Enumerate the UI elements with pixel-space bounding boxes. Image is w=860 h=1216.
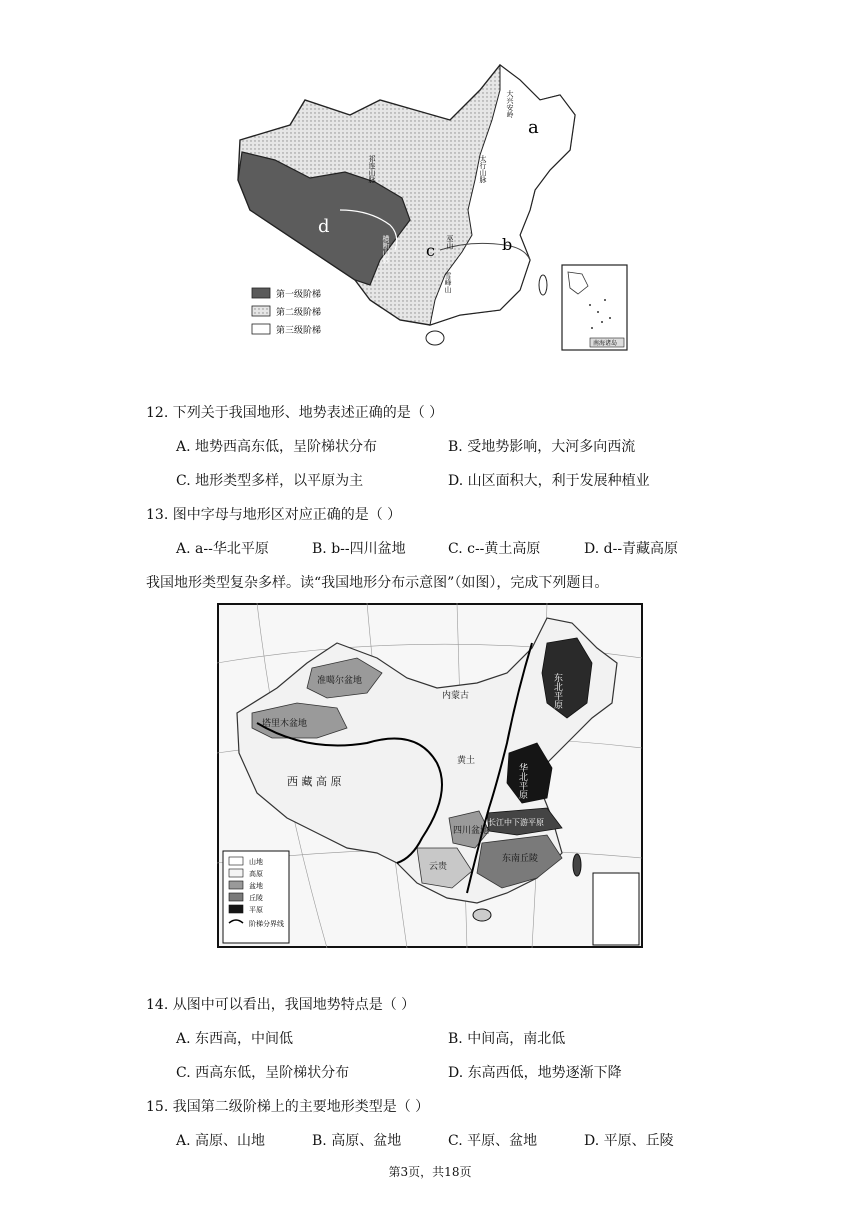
question-15-option-d[interactable]: D. 平原、丘陵	[584, 1133, 674, 1149]
question-13-option-c[interactable]: C. c--黄土高原	[448, 541, 541, 557]
question-14-option-b[interactable]: B. 中间高，南北低	[448, 1031, 566, 1047]
question-15-option-c[interactable]: C. 平原、盆地	[448, 1133, 538, 1149]
svg-text:第一级阶梯: 第一级阶梯	[276, 290, 322, 300]
label-huangtu: 黄土	[457, 756, 476, 766]
question-15-option-a[interactable]: A. 高原、山地	[176, 1133, 266, 1149]
svg-text:阶梯分界线: 阶梯分界线	[249, 920, 284, 928]
map-inset	[593, 873, 639, 945]
question-13-option-d[interactable]: D. d--青藏高原	[584, 541, 679, 557]
question-12-option-c[interactable]: C. 地形类型多样，以平原为主	[176, 473, 364, 489]
svg-text:高原: 高原	[249, 870, 263, 878]
svg-text:南海诸岛: 南海诸岛	[593, 340, 618, 347]
question-12-option-d[interactable]: D. 山区面积大，利于发展种植业	[448, 473, 650, 489]
question-12-option-a[interactable]: A. 地势西高东低，呈阶梯状分布	[176, 439, 378, 455]
question-15-option-b[interactable]: B. 高原、盆地	[312, 1133, 402, 1149]
letter-d: d	[318, 216, 330, 237]
range-taihang: 太行山脉	[479, 155, 487, 183]
label-yungui: 云贵	[429, 862, 448, 872]
question-15-stem: 15. 我国第二级阶梯上的主要地形类型是（ ）	[146, 1099, 430, 1115]
south-sea-inset	[562, 265, 627, 350]
section-intro: 我国地形类型复杂多样。读“我国地形分布示意图”（如图），完成下列题目。	[146, 575, 609, 591]
range-qilian: 祁连山脉	[368, 155, 376, 183]
label-sichuan: 四川盆地	[453, 826, 490, 836]
question-14-option-d[interactable]: D. 东高西低，地势逐渐下降	[448, 1065, 622, 1081]
svg-text:平原: 平原	[249, 906, 263, 914]
label-tarim: 塔里木盆地	[262, 719, 308, 729]
label-dongbei: 东北平原	[552, 673, 562, 709]
svg-text:山地: 山地	[249, 858, 263, 866]
label-dongnan: 东南丘陵	[502, 854, 539, 864]
page-footer: 第3页，共18页	[388, 1165, 472, 1179]
question-12-option-b[interactable]: B. 受地势影响，大河多向西流	[448, 439, 636, 455]
label-huabei: 华北平原	[517, 763, 527, 799]
terrain-distribution-map	[217, 603, 643, 948]
question-14-stem: 14. 从图中可以看出，我国地势特点是（ ）	[146, 997, 416, 1013]
question-13-stem: 13. 图中字母与地形区对应正确的是（ ）	[146, 507, 402, 523]
svg-text:第三级阶梯: 第三级阶梯	[276, 326, 322, 336]
question-12-stem: 12. 下列关于我国地形、地势表述正确的是（ ）	[146, 405, 444, 421]
question-14-option-c[interactable]: C. 西高东低，呈阶梯状分布	[176, 1065, 350, 1081]
range-daxinganling: 大兴安岭	[506, 90, 514, 118]
label-changjiang: 长江中下游平原	[488, 818, 544, 827]
terrain-legend	[223, 851, 289, 943]
range-hengduan: 横断山脉	[382, 235, 390, 263]
question-13-option-b[interactable]: B. b--四川盆地	[312, 541, 406, 557]
svg-text:丘陵: 丘陵	[249, 894, 263, 902]
map-legend	[252, 288, 321, 336]
range-wushan: 巫山	[446, 235, 454, 249]
question-13-option-a[interactable]: A. a--华北平原	[176, 541, 269, 557]
range-xuefeng: 雪峰山	[444, 272, 452, 293]
letter-a: a	[528, 117, 539, 138]
label-junggar: 准噶尔盆地	[317, 676, 363, 686]
letter-b: b	[502, 235, 513, 254]
svg-text:盆地: 盆地	[249, 882, 263, 890]
letter-c: c	[426, 241, 435, 260]
question-14-option-a[interactable]: A. 东西高，中间低	[176, 1031, 294, 1047]
label-neimenggu: 内蒙古	[442, 691, 470, 701]
terrain-steps-map	[230, 60, 630, 355]
label-qingzang: 西 藏 高 原	[287, 775, 342, 788]
svg-text:第二级阶梯: 第二级阶梯	[276, 308, 322, 318]
